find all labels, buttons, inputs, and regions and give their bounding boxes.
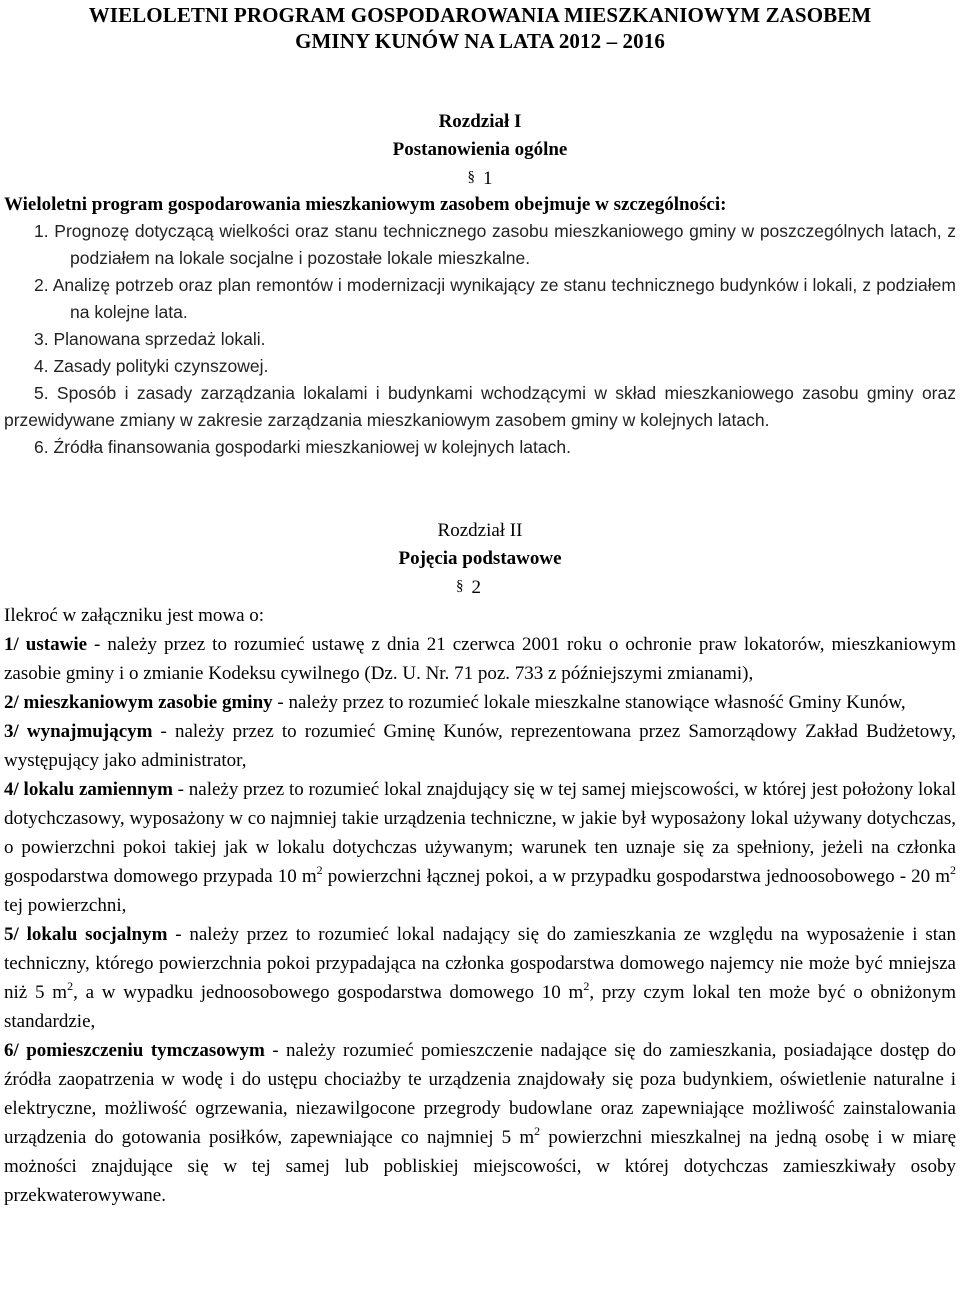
list-item: 1. Prognozę dotyczącą wielkości oraz stanu technicznego zasobu mieszkaniowego gminy w poszczególnych latach, z podziałem na lokale socjalne i pozostałe lokale mieszkalne. — [34, 221, 956, 268]
section-symbol: § — [467, 169, 475, 185]
list-item: 5. Sposób i zasady zarządzania lokalami i budynkami wchodzącymi w skład mieszkaniowego zasobu gminy oraz przewidywane zmiany w zakresie zarządzania mieszkaniowym zasobem gminy w kolejnych latach. — [4, 383, 956, 430]
definition-term: 1/ ustawie — [4, 634, 88, 655]
definition-text: - należy przez to rozumieć lokal znajdujący się w tej samej miejscowości, w której jest położony lokal dotychczasowy, wyposażony w co najmniej takie urządzenia techniczne, w jakie był wyposażony lokal używany dotychczas, o powierzchni pokoi takiej jak w lokalu dotychczas używanym; warunek ten uznaje się za spełniony, jeżeli na członka gospodarstwa domowego przypada 10 m — [4, 779, 956, 887]
definition-term: 2/ mieszkaniowym zasobie gminy — [4, 692, 273, 713]
definition-text: powierzchni łącznej pokoi, a w przypadku gospodarstwa jednoosobowego - 20 m — [322, 866, 950, 887]
chapter-1 — [4, 108, 956, 461]
definition-text: - należy przez to rozumieć ustawę z dnia 21 czerwca 2001 roku o ochronie praw lokatorów, mieszkaniowym zasobie gminy i o zmianie Kodeksu cywilnego (Dz. U. Nr. 71 poz. 733 z późniejszymi zmianami), — [4, 634, 956, 684]
definition-term: 3/ wynajmującym — [4, 721, 153, 742]
definition-text: powierzchni mieszkalnej na jedną osobę i w miarę możności znajdujące się w tej samej lub pobliskiej miejscowości, w której dotychczas zamieszkiwały osoby przekwaterowywane. — [4, 1127, 956, 1206]
definition-term: 5/ lokalu socjalnym — [4, 924, 168, 945]
document-title — [4, 2, 956, 54]
chapter-1-name: Postanowienia ogólne — [392, 139, 568, 160]
list-item: 3. Planowana sprzedaż lokali. — [34, 329, 266, 349]
definition-text: , przy czym lokal ten może być o obniżonym standardzie, — [4, 982, 956, 1032]
superscript: 2 — [534, 1124, 541, 1138]
definition-item — [4, 717, 956, 775]
superscript: 2 — [583, 979, 590, 993]
title-line-1: WIELOLETNI PROGRAM GOSPODAROWANIA MIESZKANIOWYM ZASOBEM — [88, 3, 872, 27]
definition-text: - należy rozumieć pomieszczenie nadające się do zamieszkania, posiadające dostęp do źródła zaopatrzenia w wodę i do ustępu chociażby te urządzenia znajdowały się poza budynkiem, oświetlenie naturalne i elektryczne, możliwość ogrzewania, niezawilgocone przegrody budowlane oraz zapewniające możliwość zainstalowania urządzenia do gotowania posiłków, zapewniające co najmniej 5 m — [4, 1040, 956, 1148]
section-1-heading — [4, 164, 956, 192]
superscript: 2 — [67, 979, 74, 993]
definition-item — [4, 630, 956, 688]
definition-term: 4/ lokalu zamiennym — [4, 779, 173, 800]
section-symbol: § — [456, 578, 464, 594]
definition-item — [4, 688, 956, 717]
definition-item — [4, 920, 956, 1036]
superscript: 2 — [316, 863, 323, 877]
chapter-2 — [4, 517, 956, 1210]
chapter-2-label: Rozdział II — [437, 520, 523, 541]
list-item: 2. Analizę potrzeb oraz plan remontów i modernizacji wynikający ze stanu technicznego budynków i lokali, z podziałem na kolejne lata. — [34, 275, 956, 322]
section-number: 2 — [471, 577, 481, 598]
chapter-1-label: Rozdział I — [438, 111, 522, 132]
definition-item — [4, 775, 956, 920]
chapter-2-intro: Ilekroć w załączniku jest mowa o: — [4, 605, 265, 626]
section-number: 1 — [483, 168, 493, 189]
chapter-2-name: Pojęcia podstawowe — [398, 548, 562, 569]
section-2-heading — [4, 573, 956, 601]
chapter-1-intro: Wieloletni program gospodarowania mieszkaniowym zasobem obejmuje w szczególności: — [4, 194, 727, 215]
definition-text: - należy przez to rozumieć lokale mieszkalne stanowiące własność Gminy Kunów, — [272, 692, 906, 713]
definition-text: tej powierzchni, — [4, 895, 127, 916]
definition-item — [4, 1036, 956, 1210]
list-item: 4. Zasady polityki czynszowej. — [34, 356, 269, 376]
superscript: 2 — [950, 863, 956, 877]
definition-text: - należy przez to rozumieć lokal nadający się do zamieszkania ze względu na wyposażenie i stan techniczny, którego powierzchnia pokoi przypadająca na członka gospodarstwa domowego najemcy nie może być mniejsza niż 5 m — [4, 924, 956, 1003]
list-item: 6. Źródła finansowania gospodarki mieszkaniowej w kolejnych latach. — [34, 437, 571, 457]
definition-text: - należy przez to rozumieć Gminę Kunów, reprezentowana przez Samorządowy Zakład Budżetowy, występujący jako administrator, — [4, 721, 956, 771]
title-line-2: GMINY KUNÓW NA LATA 2012 – 2016 — [295, 29, 665, 53]
definition-text: , a w wypadku jednoosobowego gospodarstwa domowego 10 m — [73, 982, 584, 1003]
definition-term: 6/ pomieszczeniu tymczasowym — [4, 1040, 265, 1061]
document-page — [0, 2, 960, 1210]
